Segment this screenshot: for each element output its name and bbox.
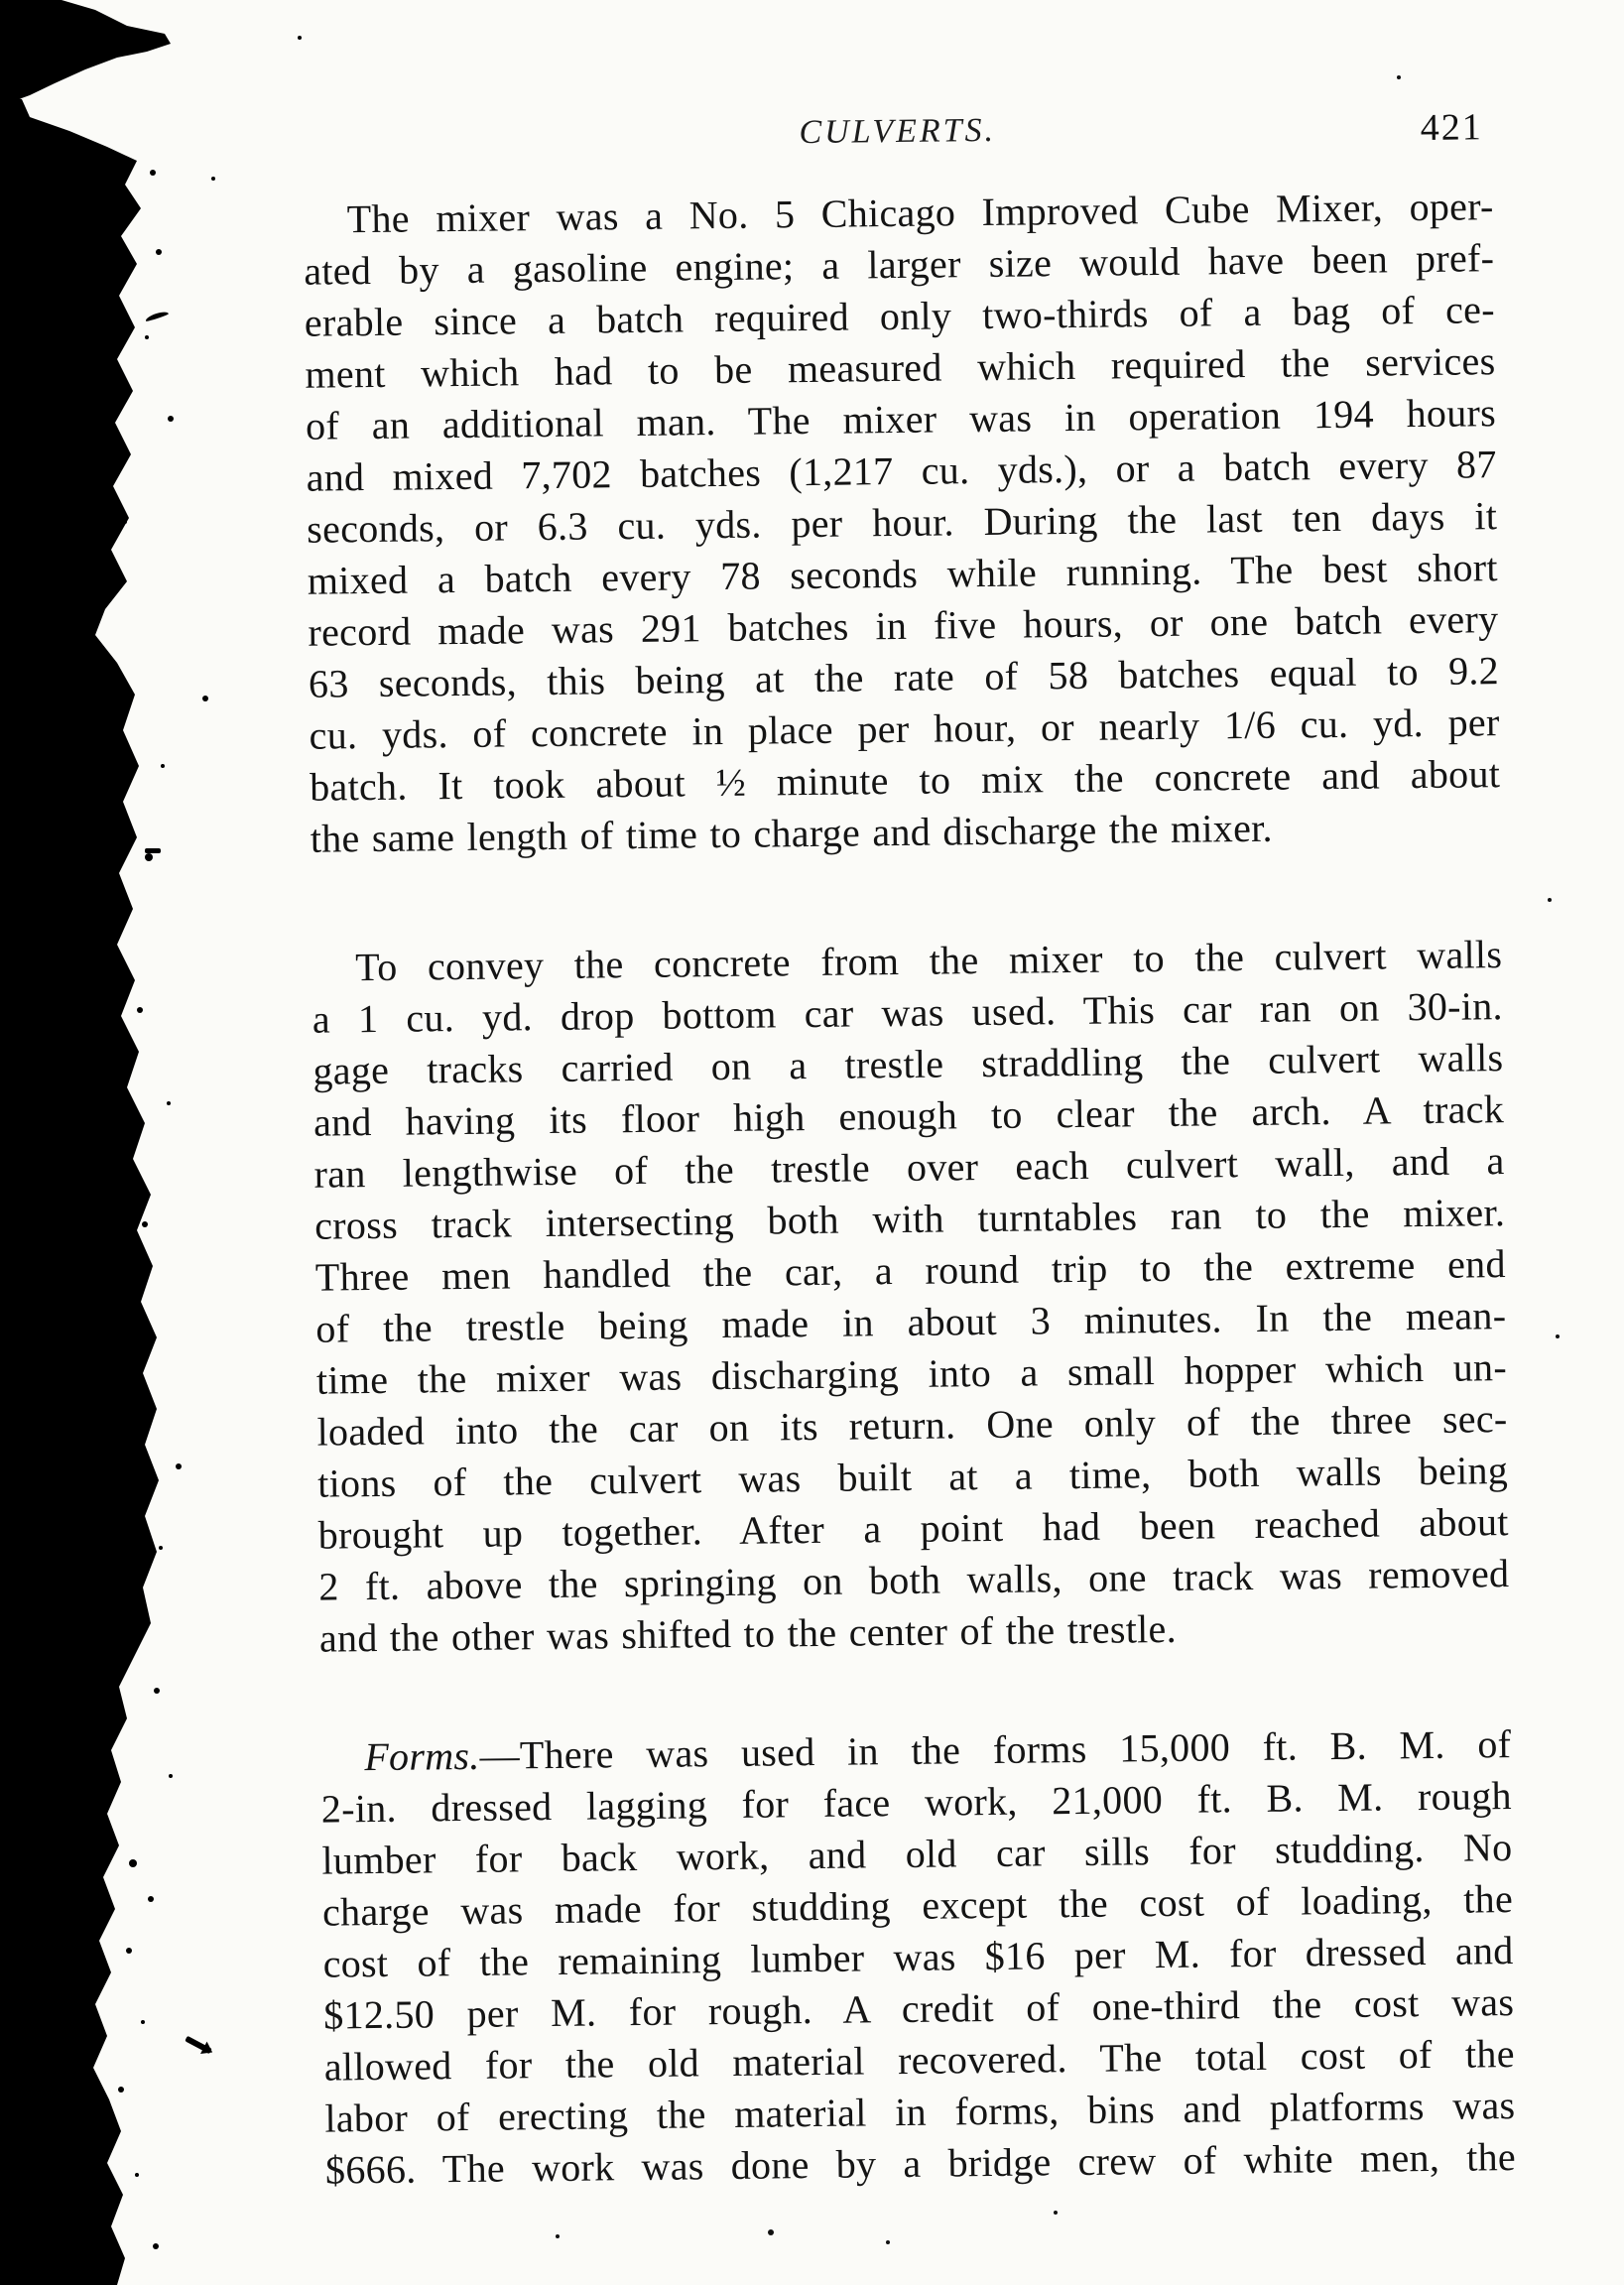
page-body [303,181,1516,2196]
text-line: erable since a batch required only two-thirds of a bag of ce- [304,287,1496,345]
text-line: ment which had to be measured which required the services [305,338,1496,397]
text-line: the same length of time to charge and discharge the mixer. [310,805,1274,861]
text-line: Three men handled the car, a round trip to the extreme end [314,1241,1506,1300]
text-line: of an additional man. The mixer was in operation 194 hours [305,390,1497,448]
text-line: cu. yds. of concrete in place per hour, or nearly 1/6 cu. yd. per [309,699,1500,758]
text-line: cost of the remaining lumber was $16 per M. for dressed and [322,1928,1514,1986]
text-line: mixed a batch every 78 seconds while running. The best short [307,545,1499,603]
text-line: 63 seconds, this being at the rate of 58 batches equal to 9.2 [308,648,1500,706]
text-line: 2-in. dressed lagging for face work, 21,000 ft. B. M. rough [320,1773,1513,1832]
page-number: 421 [1420,106,1483,149]
text-line: seconds, or 6.3 cu. yds. per hour. During the last ten days it [307,493,1498,552]
paragraph [312,929,1510,1665]
text-line: labor of erecting the material in forms, bins and platforms was [324,2083,1516,2141]
paragraph [320,1718,1516,2197]
page-header [303,103,1493,167]
text-line: To convey the concrete from the mixer to the culvert walls [355,932,1503,990]
text-line: tions of the culvert was built at a time, both walls being [316,1448,1509,1506]
text-line: and the other was shifted to the center of the trestle. [318,1605,1178,1661]
text-line: batch. It took about ½ minute to mix the concrete and about [309,751,1501,810]
text-line: allowed for the old material recovered. The total cost of the [323,2031,1516,2090]
text-line: cross track intersecting both with turntables ran to the mixer. [313,1190,1506,1248]
paragraph [303,181,1501,865]
text-line: The mixer was a No. 5 Chicago Improved Cube Mixer, oper- [346,184,1494,242]
text-line: loaded into the car on its return. One only of the three sec- [316,1396,1508,1455]
text-line: $666. The work was done by a bridge crew of white men, the [324,2134,1517,2193]
running-head-title: CULVERTS. [799,111,997,152]
text-line: of the trestle being made in about 3 minutes. In the mean- [315,1293,1507,1351]
ink-speckles [0,0,4,4]
paragraph-lead: Forms. [364,1732,480,1780]
text-line: $12.50 per M. for rough. A credit of one-third the cost was [322,1979,1515,2038]
text-line: charge was made for studding except the cost of loading, the [321,1876,1514,1935]
text-line: record made was 291 batches in five hours, or one batch every [308,596,1499,655]
text-line: ated by a gasoline engine; a larger size would have been pref- [304,235,1495,294]
text-line: 2 ft. above the springing on both walls, one track was removed [318,1551,1510,1609]
text-line: ran lengthwise of the trestle over each culvert wall, and a [313,1138,1505,1197]
text-line: brought up together. After a point had been reached about [317,1499,1509,1558]
text-line: time the mixer was discharging into a small hopper which un- [315,1344,1508,1403]
text-line: Forms.—There was used in the forms 15,000 ft. B. M. of [364,1721,1512,1780]
text-line: and having its floor high enough to clear the arch. A track [312,1086,1505,1145]
text-line: a 1 cu. yd. drop bottom car was used. This car ran on 30-in. [312,983,1504,1042]
text-line: lumber for back work, and old car sills for studding. No [321,1825,1513,1883]
text-line: gage tracks carried on a trestle straddling the culvert walls [312,1035,1504,1093]
text-line: and mixed 7,702 batches (1,217 cu. yds.), or a batch every 87 [306,442,1497,500]
